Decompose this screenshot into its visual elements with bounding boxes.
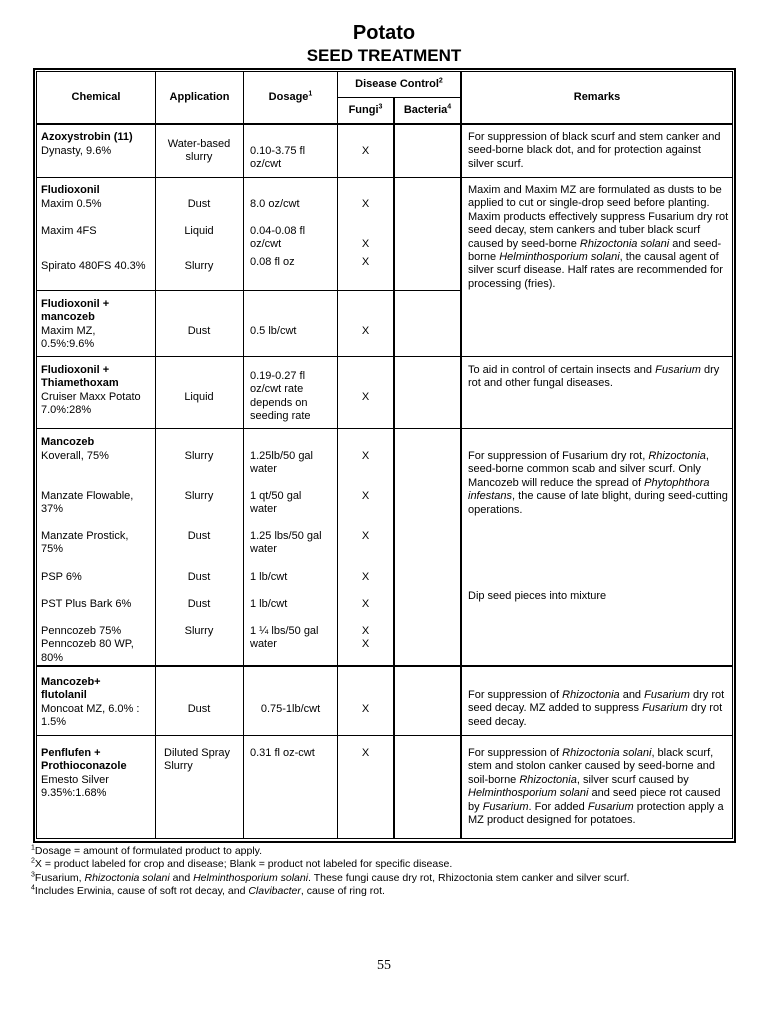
product-name: PSP 6% <box>41 571 82 583</box>
fungi-mark: X <box>361 747 370 759</box>
application-value: Liquid <box>184 225 214 237</box>
dosage-value: 0.31 fl oz-cwt <box>250 747 315 759</box>
dosage-value: 0.5 lb/cwt <box>250 325 297 337</box>
dosage-value: 1 lb/cwt <box>250 598 288 610</box>
column-divider <box>460 71 462 839</box>
product-name: Emesto Silver 9.35%:1.68% <box>41 774 109 800</box>
fungi-mark: X <box>361 638 370 650</box>
product-name: PST Plus Bark 6% <box>41 598 132 610</box>
chemical-name: Fludioxonil + mancozeb <box>41 298 110 324</box>
footnote-3: $^3$Fusarium, Rhizoctonia solani and Helminthosporium solani. These fungi cause dry rot, Rhizoctonia stem canker and silver scurf. <box>31 871 630 884</box>
product-name: Maxim 4FS <box>41 225 97 237</box>
product-name: Cruiser Maxx Potato 7.0%:28% <box>41 391 141 417</box>
application-value: Dust <box>187 325 211 337</box>
dosage-value: 1.25 lbs/50 gal water <box>250 530 322 556</box>
row-divider <box>337 97 461 98</box>
application-value: Dust <box>187 198 211 210</box>
remarks-text: To aid in control of certain insects and Fusarium dry rot and other fungal diseases. <box>468 364 720 390</box>
dosage-value: 0.19-0.27 fl oz/cwt rate depends on seeding rate <box>250 370 311 423</box>
dosage-value: 0.04-0.08 fl oz/cwt <box>250 225 306 251</box>
column-divider <box>393 97 395 839</box>
header-fungi: Fungi$^3$ <box>348 103 383 116</box>
chemical-name: Fludioxonil <box>41 184 100 196</box>
table-border <box>33 68 35 843</box>
product-name: Moncoat MZ, 6.0% : 1.5% <box>41 703 140 729</box>
chemical-name: Mancozeb+ flutolanil <box>41 676 101 702</box>
fungi-mark: X <box>361 198 370 210</box>
remarks-text: For suppression of Rhizoctonia solani, black scurf, stem and stolon canker caused by seed-borne and soil-borne Rhizoctonia, silver scurf caused by Helminthosporium solani and seed piece rot caused by Fusarium. For added Fusarium protection apply a MZ product designed for potatoes. <box>468 747 724 827</box>
dosage-value: 0.75-1lb/cwt <box>260 703 321 715</box>
fungi-mark: X <box>361 145 370 157</box>
product-name: Maxim 0.5% <box>41 198 102 210</box>
table-border <box>36 71 37 839</box>
table-border <box>732 71 733 839</box>
application-value: Liquid <box>184 391 214 403</box>
header-disease-control: Disease Control$^2$ <box>355 77 443 90</box>
row-divider <box>36 356 733 357</box>
column-divider <box>243 71 244 839</box>
chemical-name: Penflufen + Prothioconazole <box>41 747 127 773</box>
fungi-mark: X <box>361 703 370 715</box>
fungi-mark: X <box>361 325 370 337</box>
table-border <box>36 71 733 72</box>
dosage-value: 0.10-3.75 fl oz/cwt <box>250 145 306 171</box>
remarks-text: Dip seed pieces into mixture <box>468 590 607 602</box>
dosage-value: 1 qt/50 gal water <box>250 490 302 516</box>
application-value: Diluted Spray Slurry <box>164 747 231 773</box>
chemical-name: Azoxystrobin (11) <box>41 131 133 143</box>
header-remarks: Remarks <box>573 91 621 103</box>
header-dosage: Dosage$^1$ <box>268 90 313 103</box>
fungi-mark: X <box>361 238 370 250</box>
application-value: Water-based slurry <box>167 138 231 164</box>
application-value: Slurry <box>184 450 214 462</box>
chemical-name: Mancozeb <box>41 436 95 448</box>
row-divider <box>36 428 733 429</box>
footnote-2: $^2$X = product labeled for crop and disease; Blank = product not labeled for specific disease. <box>31 857 453 870</box>
row-divider <box>36 665 733 667</box>
product-name: Koverall, 75% <box>41 450 109 462</box>
dosage-value: 0.08 fl oz <box>250 256 295 268</box>
row-divider <box>36 177 733 178</box>
remarks-text: For suppression of Rhizoctonia and Fusarium dry rot seed decay. MZ added to suppress Fusarium dry rot seed decay. <box>468 689 725 728</box>
header-bacteria: Bacteria$^4$ <box>403 103 452 116</box>
product-name: Spirato 480FS 40.3% <box>41 260 146 272</box>
page-title: Potato <box>352 22 416 44</box>
product-name: Manzate Flowable, 37% <box>41 490 134 516</box>
dosage-value: 1.25lb/50 gal water <box>250 450 313 476</box>
application-value: Slurry <box>184 490 214 502</box>
dosage-value: 8.0 oz/cwt <box>250 198 300 210</box>
dosage-value: 1 ¼ lbs/50 gal water <box>250 625 319 651</box>
application-value: Slurry <box>184 625 214 637</box>
fungi-mark: X <box>361 598 370 610</box>
fungi-mark: X <box>361 391 370 403</box>
page-number: 55 <box>377 958 391 973</box>
footnote-4: $^4$Includes Erwinia, cause of soft rot decay, and Clavibacter, cause of ring rot. <box>31 884 385 897</box>
fungi-mark: X <box>361 450 370 462</box>
application-value: Dust <box>187 598 211 610</box>
header-application: Application <box>169 91 230 103</box>
table-border <box>734 68 736 843</box>
application-value: Dust <box>187 530 211 542</box>
product-name: Dynasty, 9.6% <box>41 145 112 157</box>
application-value: Dust <box>187 571 211 583</box>
remarks-text: For suppression of Fusarium dry rot, Rhizoctonia, seed-borne common scab and silver scurf. Only Mancozeb will reduce the spread of Phytophthora infestans, the cause of late blight, during seed-cutting operations. <box>468 450 728 516</box>
table-border <box>33 841 736 843</box>
remarks-text: Maxim and Maxim MZ are formulated as dusts to be applied to cut or single-drop seed before planting. Maxim products effectively suppress Fusarium dry rot seed decay, stem cankers and tuber black scurf caused by seed-borne Rhizoctonia solani and seed-borne Helminthosporium solani, the causal agent of silver scurf disease. Half rates are recommended for processing (fries). <box>468 184 729 290</box>
application-value: Slurry <box>184 260 214 272</box>
application-value: Dust <box>187 703 211 715</box>
fungi-mark: X <box>361 256 370 268</box>
dosage-value: 1 lb/cwt <box>250 571 288 583</box>
table-border <box>36 838 733 839</box>
row-divider <box>36 735 733 736</box>
table-border <box>33 68 736 70</box>
product-name: Penncozeb 75% Penncozeb 80 WP, 80% <box>41 625 134 664</box>
fungi-mark: X <box>361 571 370 583</box>
row-divider <box>36 290 461 291</box>
row-divider <box>36 123 733 125</box>
header-chemical: Chemical <box>71 91 121 103</box>
fungi-mark: X <box>361 530 370 542</box>
column-divider <box>155 71 156 839</box>
product-name: Maxim MZ, 0.5%:9.6% <box>41 325 96 351</box>
page-subtitle: SEED TREATMENT <box>306 46 462 65</box>
footnote-1: $^1$Dosage = amount of formulated product to apply. <box>31 844 263 857</box>
chemical-name: Fludioxonil + Thiamethoxam <box>41 364 119 390</box>
product-name: Manzate Prostick, 75% <box>41 530 129 556</box>
remarks-text: For suppression of black scurf and stem canker and seed-borne black dot, and for protection against silver scurf. <box>468 131 721 170</box>
fungi-mark: X <box>361 625 370 637</box>
fungi-mark: X <box>361 490 370 502</box>
